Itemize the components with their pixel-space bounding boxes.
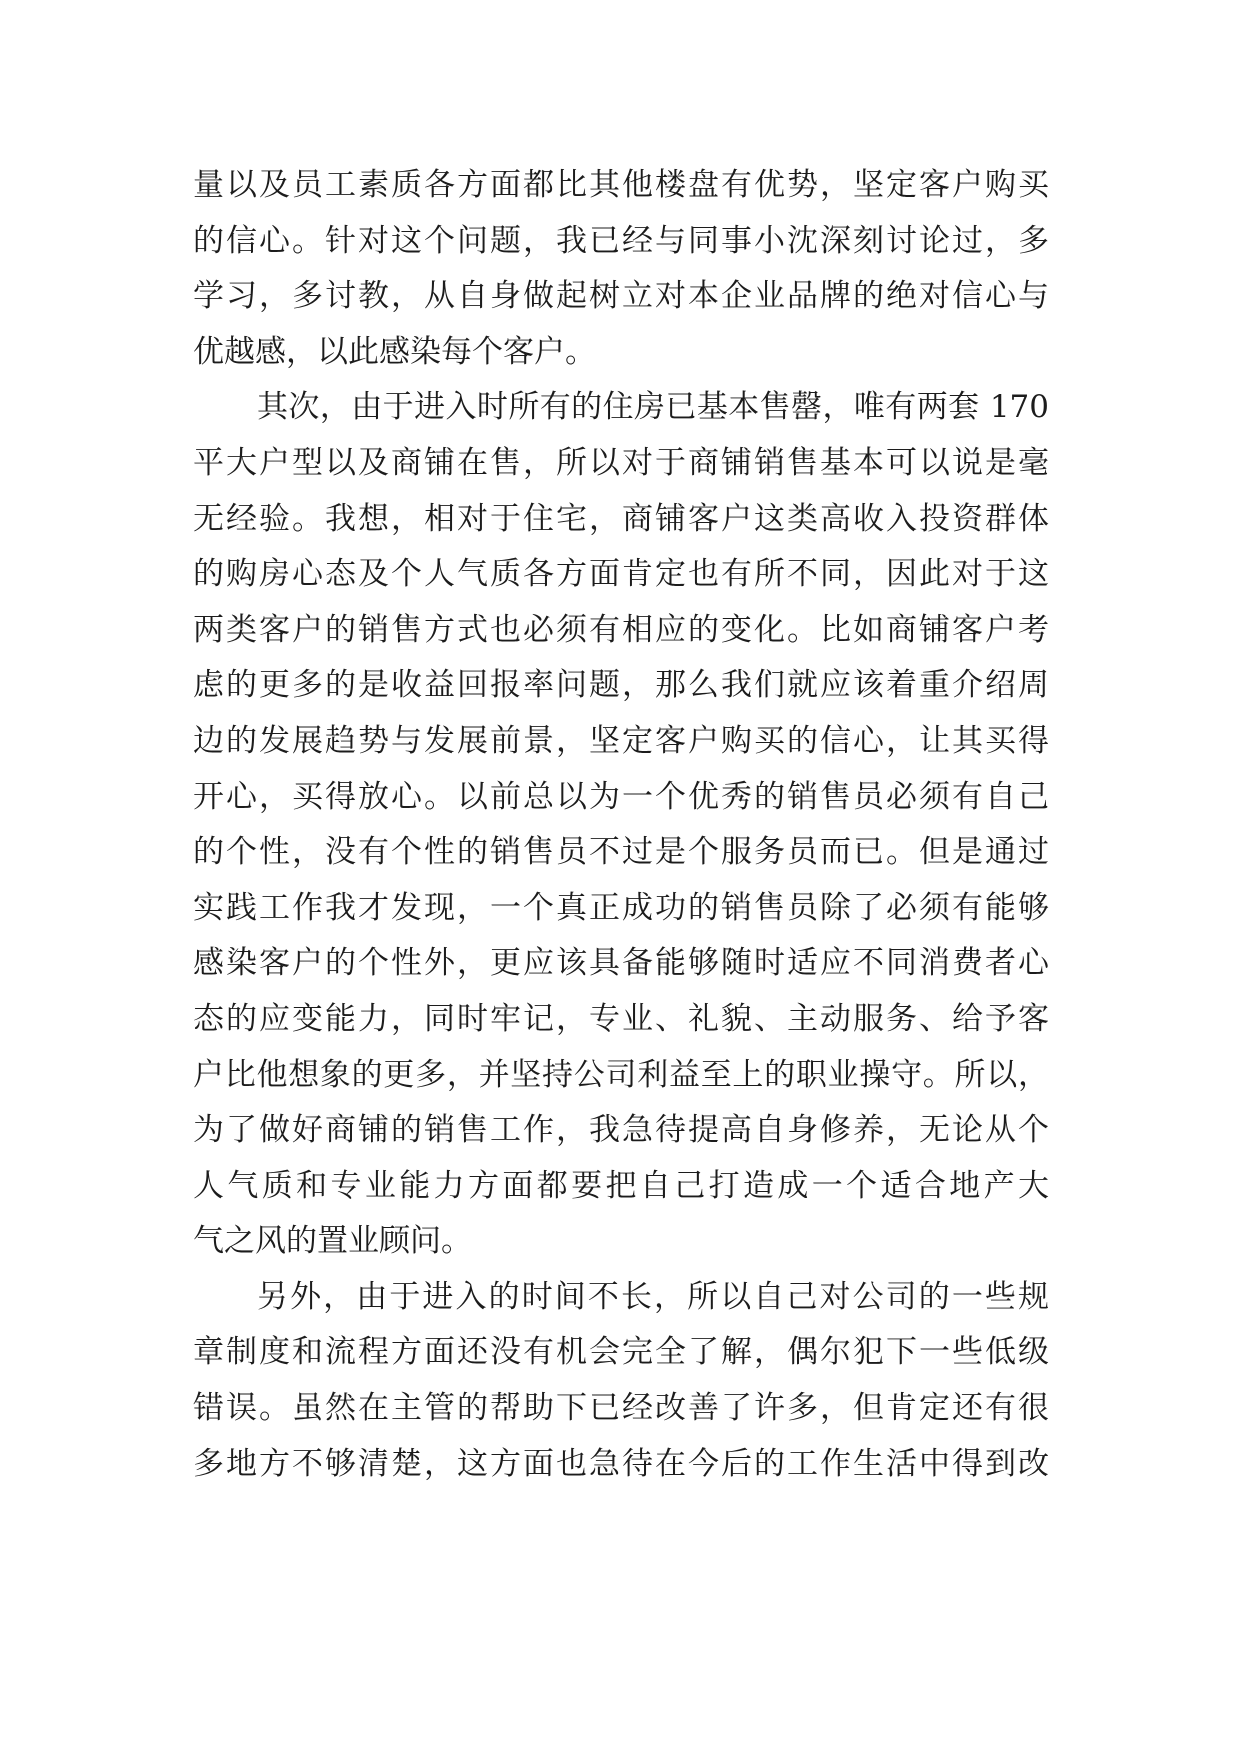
text-line: 的购房心态及个人气质各方面肯定也有所不同，因此对于这	[193, 556, 1049, 593]
text-line: 其次，由于进入时所有的住房已基本售罄，唯有两套 170	[257, 389, 1049, 426]
paragraph-3	[193, 1270, 1049, 1492]
text-line: 无经验。我想，相对于住宅，商铺客户这类高收入投资群体	[193, 500, 1049, 537]
body-text	[193, 158, 1049, 1492]
text-line: 感染客户的个性外，更应该具备能够随时适应不同消费者心	[193, 945, 1049, 982]
text-line: 边的发展趋势与发展前景，坚定客户购买的信心，让其买得	[193, 722, 1049, 759]
text-line: 另外，由于进入的时间不长，所以自己对公司的一些规	[257, 1278, 1049, 1315]
text-line: 两类客户的销售方式也必须有相应的变化。比如商铺客户考	[193, 611, 1049, 648]
text-line: 的信心。针对这个问题，我已经与同事小沈深刻讨论过，多	[193, 222, 1049, 259]
text-line: 错误。虽然在主管的帮助下已经改善了许多，但肯定还有很	[193, 1390, 1049, 1427]
text-line: 人气质和专业能力方面都要把自己打造成一个适合地产大	[193, 1167, 1049, 1204]
text-line: 气之风的置业顾问。	[193, 1223, 472, 1260]
text-line: 章制度和流程方面还没有机会完全了解，偶尔犯下一些低级	[193, 1334, 1049, 1371]
text-line: 态的应变能力，同时牢记，专业、礼貌、主动服务、给予客	[193, 1000, 1049, 1037]
text-line: 优越感，以此感染每个客户。	[193, 333, 596, 370]
text-line: 开心，买得放心。以前总以为一个优秀的销售员必须有自己	[193, 778, 1049, 815]
text-line: 的个性，没有个性的销售员不过是个服务员而已。但是通过	[193, 834, 1049, 871]
text-line: 学习，多讨教，从自身做起树立对本企业品牌的绝对信心与	[193, 278, 1049, 315]
text-line: 平大户型以及商铺在售，所以对于商铺销售基本可以说是毫	[193, 444, 1049, 481]
text-line: 户比他想象的更多，并坚持公司利益至上的职业操守。所以，	[193, 1056, 1049, 1093]
text-line: 实践工作我才发现，一个真正成功的销售员除了必须有能够	[193, 889, 1049, 926]
paragraph-1	[193, 158, 1049, 380]
text-line: 为了做好商铺的销售工作，我急待提高自身修养，无论从个	[193, 1112, 1049, 1149]
text-line: 虑的更多的是收益回报率问题，那么我们就应该着重介绍周	[193, 667, 1049, 704]
text-line: 多地方不够清楚，这方面也急待在今后的工作生活中得到改	[193, 1445, 1049, 1482]
paragraph-2	[193, 380, 1049, 1270]
text-line: 量以及员工素质各方面都比其他楼盘有优势，坚定客户购买	[193, 167, 1049, 203]
